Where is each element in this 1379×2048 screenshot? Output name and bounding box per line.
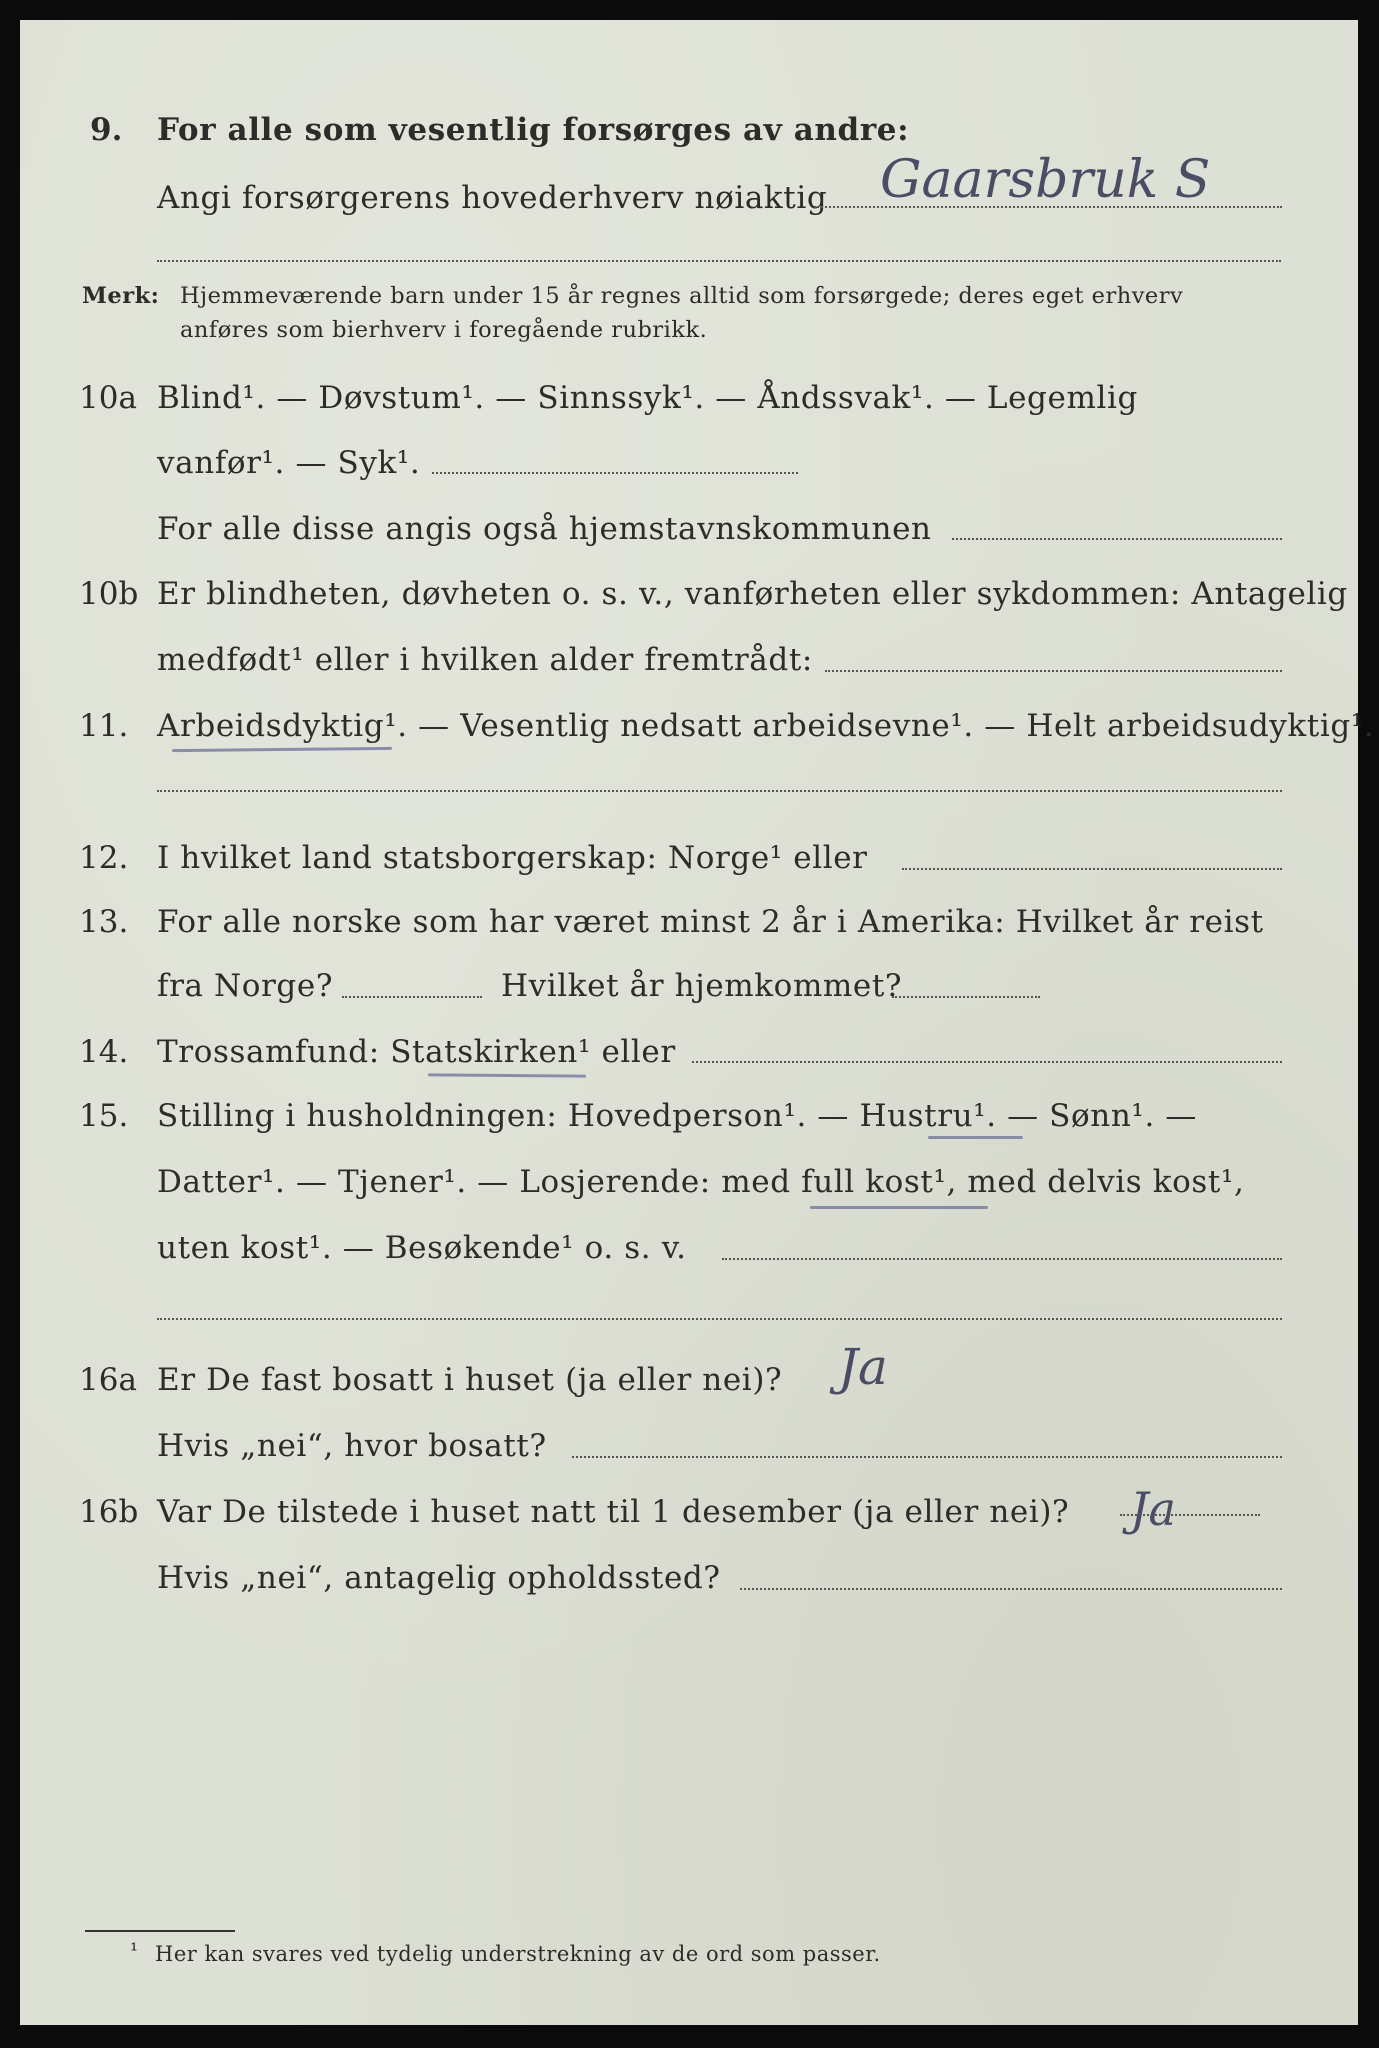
q9-extra-line[interactable] (157, 260, 1281, 262)
q16b-handwritten-answer: Ja (1130, 1482, 1176, 1536)
q10b-line-1: Er blindheten, døvheten o. s. v., vanførheten eller sykdommen: Antagelig (157, 576, 1348, 612)
q9-number: 9. (90, 112, 123, 148)
q11-underline-mark (172, 747, 392, 752)
q13-departure-line[interactable] (342, 996, 482, 998)
q15-number: 15. (79, 1098, 129, 1134)
q12-answer-line[interactable] (902, 868, 1282, 870)
q16b-number: 16b (79, 1494, 139, 1530)
note-label: Merk: (82, 283, 160, 309)
q15-line-3: uten kost¹. — Besøkende¹ o. s. v. (157, 1230, 687, 1266)
q10b-number: 10b (79, 576, 139, 612)
form-page (20, 20, 1375, 2025)
q14-number: 14. (79, 1034, 129, 1070)
q15-extra-line[interactable] (157, 1318, 1282, 1320)
footnote-rule (85, 1930, 235, 1932)
footnote-text: Her kan svares ved tydelig understrekning av de ord som passer. (155, 1942, 881, 1966)
q13-line-2b: Hvilket år hjemkommet? (501, 968, 903, 1004)
q13-number: 13. (79, 904, 129, 940)
footnote-marker: ¹ (130, 1938, 139, 1962)
q10a-number: 10a (79, 380, 137, 416)
q13-line-2a: fra Norge? (157, 968, 334, 1004)
q10a-answer-line[interactable] (432, 472, 798, 474)
q16a-line-2: Hvis „nei“, hvor bosatt? (157, 1428, 547, 1464)
q9-heading: For alle som vesentlig forsørges av andre: (157, 112, 910, 148)
q15-line-2: Datter¹. — Tjener¹. — Losjerende: med full kost¹, med delvis kost¹, (157, 1164, 1245, 1200)
q15-answer-line[interactable] (722, 1258, 1282, 1260)
q11-number: 11. (79, 708, 129, 744)
q16b-line-2: Hvis „nei“, antagelig opholdssted? (157, 1560, 721, 1596)
note-line-2: anføres som bierhverv i foregående rubrikk. (180, 317, 708, 343)
note-line-1: Hjemmeværende barn under 15 år regnes alltid som forsørgede; deres eget erhverv (180, 283, 1184, 309)
q10a-home-line[interactable] (952, 538, 1282, 540)
q13-return-line[interactable] (892, 996, 1040, 998)
q10a-line-3: For alle disse angis også hjemstavnskommunen (157, 511, 932, 547)
q9-handwritten-answer: Gaarsbruk S (880, 150, 1211, 210)
q13-line-1: For alle norske som har været minst 2 år i Amerika: Hvilket år reist (157, 904, 1264, 940)
q16a-number: 16a (79, 1362, 137, 1398)
q16b-residence-line[interactable] (740, 1588, 1282, 1590)
q10b-answer-line[interactable] (825, 670, 1282, 672)
q12-line-1: I hvilket land statsborgerskap: Norge¹ eller (157, 840, 868, 876)
q15-full-kost-underline-mark (810, 1206, 988, 1209)
q12-number: 12. (79, 840, 129, 876)
q16a-handwritten-answer: Ja (838, 1338, 888, 1396)
q16a-line-1: Er De fast bosatt i huset (ja eller nei)? (157, 1362, 783, 1398)
q9-prompt: Angi forsørgerens hovederhverv nøiaktig (157, 180, 828, 216)
q11-line-1: Arbeidsdyktig¹. — Vesentlig nedsatt arbeidsevne¹. — Helt arbeidsudyktig¹. (157, 708, 1375, 744)
q10a-line-1: Blind¹. — Døvstum¹. — Sinnssyk¹. — Åndssvak¹. — Legemlig (157, 380, 1138, 416)
q14-underline-mark (428, 1073, 586, 1077)
q15-line-1: Stilling i husholdningen: Hovedperson¹. — Hustru¹. — Sønn¹. — (157, 1098, 1197, 1134)
q10b-line-2: medfødt¹ eller i hvilken alder fremtrådt: (157, 642, 813, 678)
q16a-answer-line[interactable] (572, 1456, 1282, 1458)
q10a-line-2: vanfør¹. — Syk¹. (157, 445, 421, 481)
q16b-line-1: Var De tilstede i huset natt til 1 desember (ja eller nei)? (157, 1494, 1070, 1530)
q11-extra-line[interactable] (157, 790, 1282, 792)
q14-line-1: Trossamfund: Statskirken¹ eller (157, 1034, 676, 1070)
q14-answer-line[interactable] (692, 1061, 1282, 1063)
q15-hustru-underline-mark (928, 1136, 1023, 1139)
